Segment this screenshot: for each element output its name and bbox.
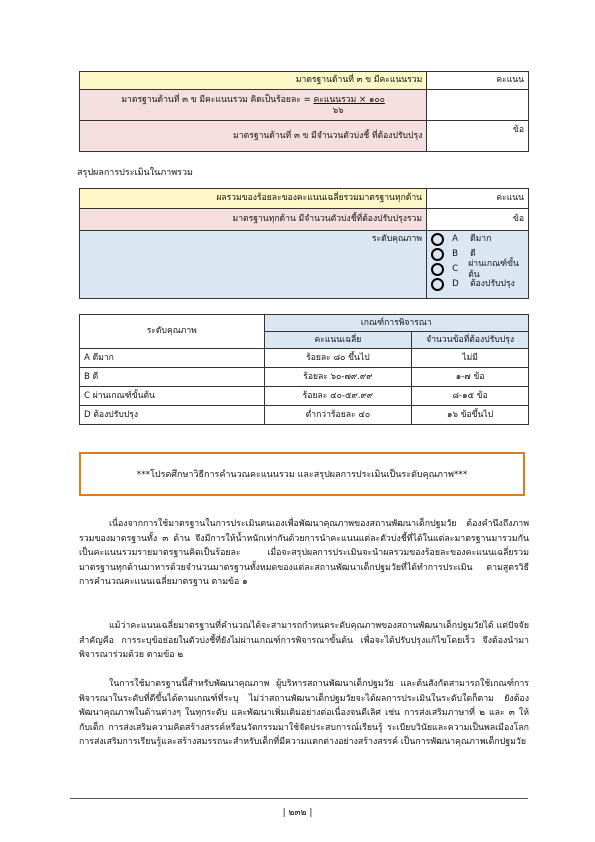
paragraph-3: ในการใช้มาตรฐานนี้สำหรับพัฒนาคุณภาพ ผู้บริหารสถานพัฒนาเด็กปฐมวัย และต้นสังกัดสามารถใช้เกณฑ์การพิจารณาในระดับที่ดีขึ้นได้ตามเกณฑ์ที่ระบุ ไม่ว่าสถานพัฒนาเด็กปฐมวัยจะได้ผลการประเมินในระดับใดก็ตาม ยังต้องพัฒนาคุณภาพในด้านต่างๆ ในทุกระดับ และพัฒนาเพิ่มเติมอย่างต่อเนื่องจนดีเลิศ เช่น การส่งเสริมภาษาที่ ๒ และ ๓ ให้กับเด็ก การส่งเสริมความคิดสร้างสรรค์หรือนวัตกรรมมาใช้จัดประสบการณ์เรียนรู้ ระเบียบวินัยและความเป็นพลเมืองโลก การส่งเสริมการเรียนรู้และสร้างสมรรถนะสำหรับเด็กที่มีความแตกต่างอย่างสร้างสรรค์ เป็นการพัฒนาคุณภาพเด็กปฐมวัย bbox=[79, 679, 529, 748]
avg-cell: ต่ำกว่าร้อยละ ๔๐ bbox=[264, 406, 412, 425]
paragraph-1: เนื่องจากการใช้มาตรฐานในการประเมินตนเองเพื่อพัฒนาคุณภาพของสถานพัฒนาเด็กปฐมวัย ต้องคำนึงถึงภาพรวมของมาตรฐานทั้ง ๓ ด้าน จึงมีการให้น้ำหนักเท่ากันด้วยการนำคะแนนแต่ละตัวบ่งชี้ที่ได้ในแต่ละมาตรฐานมารวมกันเป็นคะแนนรวมรายมาตรฐานคิดเป็นร้อยละ เมื่อจะสรุปผลการประเมินจะนำผลรวมของร้อยละของคะแนนเฉลี่ยรวมมาตรฐานทุกด้านมาหารด้วยจำนวนมาตรฐานทั้งหมดของแต่ละสถานพัฒนาเด็กปฐมวัยที่ได้ทำการประเมิน ตามสูตรวิธีการคำนวณคะแนนเฉลี่ยมาตรฐาน ตามข้อ ๑ bbox=[79, 519, 529, 588]
quality-level-label: ระดับคุณภาพ bbox=[80, 231, 427, 299]
table-row bbox=[80, 406, 529, 425]
calculation-note-box bbox=[79, 452, 525, 496]
option-text: ดี bbox=[470, 249, 476, 260]
percent-label-text: มาตรฐานด้านที่ ๓ ข มีคะแนนรวม คิดเป็นร้อยละ = bbox=[121, 95, 314, 106]
radio-circle-icon bbox=[431, 248, 444, 261]
quality-option-a[interactable] bbox=[431, 232, 524, 247]
quality-option-c[interactable] bbox=[431, 258, 524, 280]
total-score-unit: คะแนน bbox=[427, 72, 529, 90]
header-criteria: เกณฑ์การพิจารณา bbox=[264, 315, 528, 332]
indicator-count-label: มาตรฐานด้านที่ ๓ ข มีจำนวนตัวบ่งชี้ ที่ต้องปรับปรุง bbox=[80, 121, 427, 152]
indicator-count-unit: ข้อ bbox=[427, 121, 529, 152]
percent-formula: คะแนนรวม × ๑๐๐ bbox=[313, 95, 385, 106]
quality-level-options bbox=[427, 231, 529, 299]
sum-percent-label: ผลรวมของร้อยละของคะแนนเฉลี่ยรวมมาตรฐานทุกด้าน bbox=[80, 189, 427, 209]
count-cell: ๑-๗ ข้อ bbox=[412, 368, 529, 387]
quality-criteria-table bbox=[79, 314, 529, 425]
level-cell: C ผ่านเกณฑ์ขั้นต้น bbox=[80, 387, 265, 406]
level-cell: D ต้องปรับปรุง bbox=[80, 406, 265, 425]
option-letter: D bbox=[452, 279, 459, 290]
count-cell: ๑๖ ข้อขึ้นไป bbox=[412, 406, 529, 425]
avg-cell: ร้อยละ ๖๐-๗๙.๙๙ bbox=[264, 368, 412, 387]
calculation-note-text: ***โปรดศึกษาวิธีการคำนวณคะแนนรวม และสรุปผลการประเมินเป็นระดับคุณภาพ*** bbox=[136, 470, 468, 480]
percent-score-value bbox=[427, 90, 529, 121]
sum-percent-unit: คะแนน bbox=[427, 189, 529, 209]
level-cell: A ดีมาก bbox=[80, 349, 265, 368]
footer-divider bbox=[70, 798, 528, 799]
option-letter: A bbox=[452, 234, 458, 245]
option-letter: C bbox=[452, 264, 459, 275]
table-row bbox=[80, 387, 529, 406]
count-cell: ๘-๑๕ ข้อ bbox=[412, 387, 529, 406]
overall-summary-caption: สรุปผลการประเมินในภาพรวม bbox=[77, 168, 193, 178]
total-score-label: มาตรฐานด้านที่ ๓ ข มีคะแนนรวม bbox=[80, 72, 427, 90]
quality-option-d[interactable] bbox=[431, 277, 524, 292]
paragraph-2: แม้ว่าคะแนนเฉลี่ยมาตรฐานที่คำนวณได้จะสามารถกำหนดระดับคุณภาพของสถานพัฒนาเด็กปฐมวัยได้ แต่ปัจจัยสำคัญคือ การระบุข้อย่อยในตัวบ่งชี้ที่ยังไม่ผ่านเกณฑ์การพิจารณาขั้นต้น เพื่อจะได้ปรับปรุงแก้ไขโดยเร็ว จึงต้องนำมาพิจารณาร่วมด้วย ตามข้อ ๒ bbox=[79, 621, 529, 661]
radio-circle-icon bbox=[431, 263, 444, 276]
header-improve-count: จำนวนข้อที่ต้องปรับปรุง bbox=[412, 332, 529, 349]
radio-circle-icon bbox=[431, 233, 444, 246]
avg-cell: ร้อยละ ๘๐ ขึ้นไป bbox=[264, 349, 412, 368]
percent-formula-denominator: ๖๖ bbox=[332, 106, 344, 116]
radio-circle-icon bbox=[431, 278, 444, 291]
overall-summary-table bbox=[79, 188, 529, 299]
improve-indicators-unit: ข้อ bbox=[427, 209, 529, 231]
count-cell: ไม่มี bbox=[412, 349, 529, 368]
percent-score-label bbox=[80, 90, 427, 121]
header-quality-level: ระดับคุณภาพ bbox=[80, 315, 265, 349]
avg-cell: ร้อยละ ๔๐-๕๙.๙๙ bbox=[264, 387, 412, 406]
option-text: ผ่านเกณฑ์ขั้นต้น bbox=[468, 258, 519, 280]
page-number: | ๒๓๒ | bbox=[282, 808, 313, 818]
option-text: ต้องปรับปรุง bbox=[470, 279, 515, 290]
table-row bbox=[80, 349, 529, 368]
standard-3b-score-table bbox=[79, 71, 529, 152]
option-letter: B bbox=[452, 249, 458, 260]
table-row bbox=[80, 368, 529, 387]
header-average-score: คะแนนเฉลี่ย bbox=[264, 332, 412, 349]
improve-indicators-label: มาตรฐานทุกด้าน มีจำนวนตัวบ่งชี้ที่ต้องปรับปรุงรวม bbox=[80, 209, 427, 231]
level-cell: B ดี bbox=[80, 368, 265, 387]
option-text: ดีมาก bbox=[470, 234, 492, 245]
